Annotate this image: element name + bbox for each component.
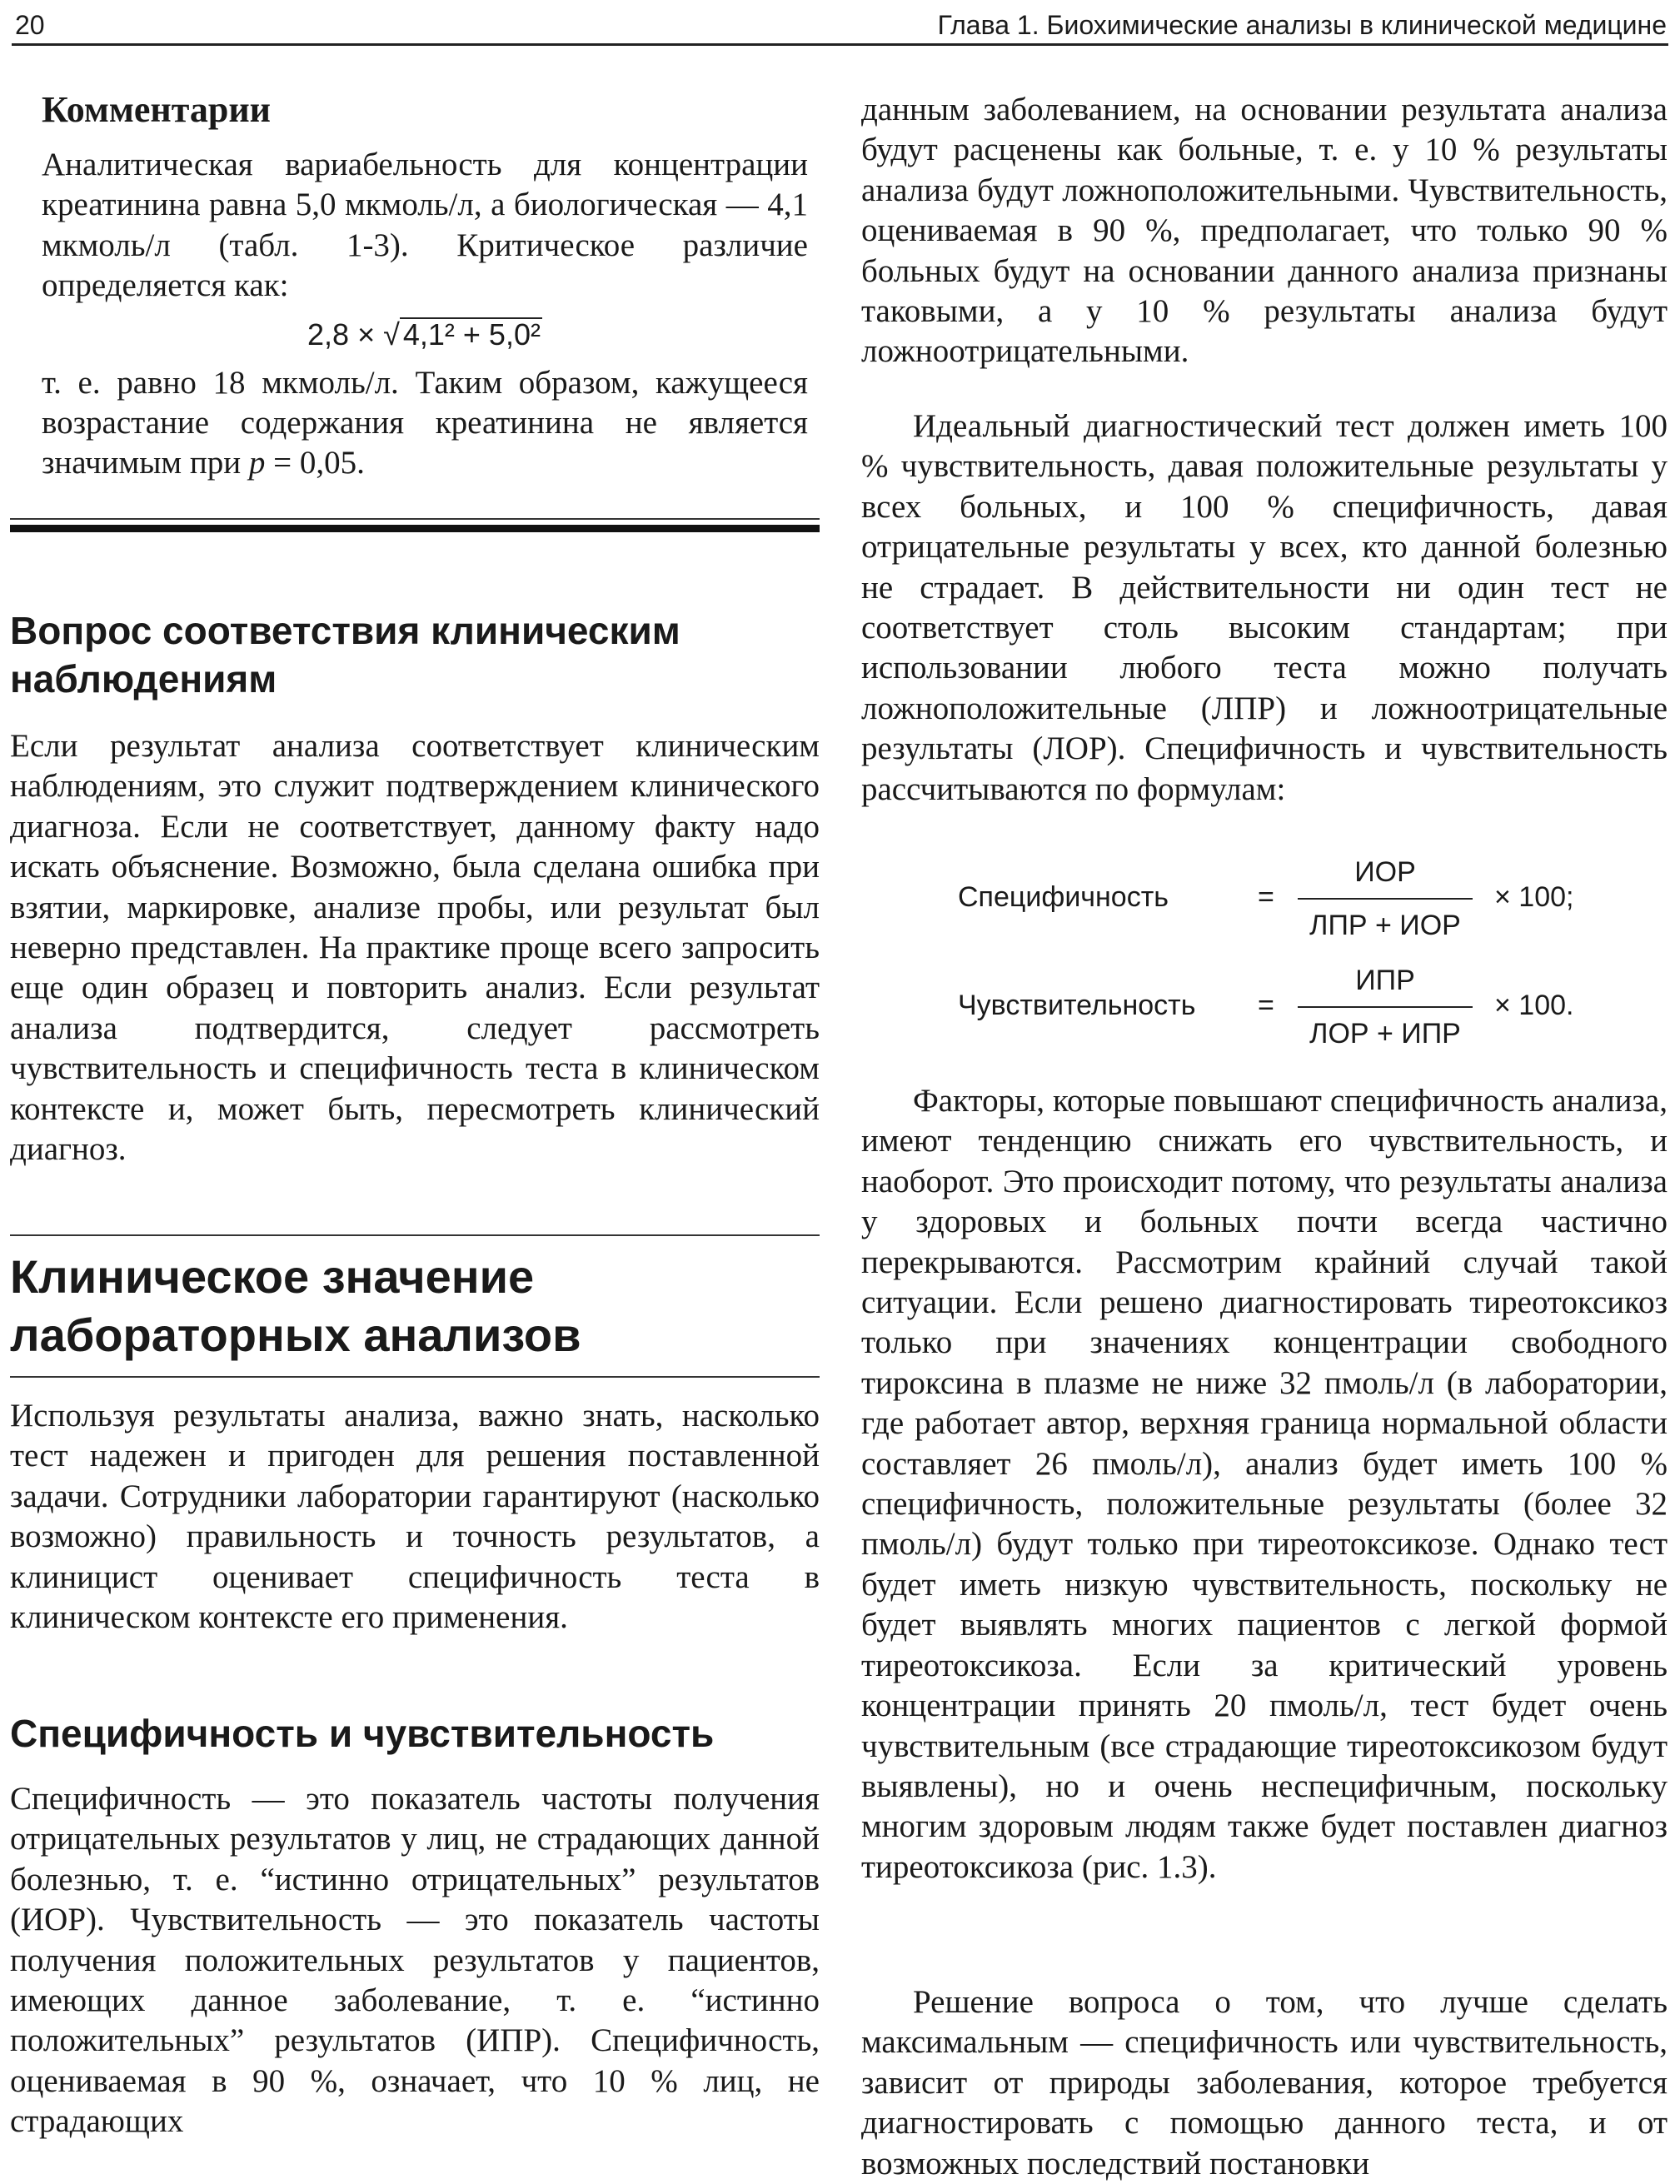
right-paragraph-1: данным заболеванием, на основании результата анализа будут расценены как больные, т. е. у 10 % результаты анализа будут ложноположительными. Чувствительность, оцениваемая в 90 %, предполагает, что только 90 % больных будут на основании данного анализа признаны таковыми, а у 10 % результаты анализа будут ложноотрицательными.: [861, 92, 1668, 370]
section-rule-bottom: [10, 1376, 820, 1378]
box-rule-thick: [10, 525, 820, 532]
fraction-bar: [1298, 1006, 1473, 1008]
section-heading-clinical-significance: Клиническое значение лабораторных анализов: [10, 1250, 581, 1361]
sqrt-sign: √: [383, 317, 400, 352]
comments-box: [42, 87, 808, 484]
right-paragraph-4: Решение вопроса о том, что лучше сделать максимальным — специфичность или чувствительность, зависит от природы заболевания, которое требуется диагностировать с помощью данного теста, и от возможных последствий постановки: [861, 1984, 1668, 2182]
chapter-title: Глава 1. Биохимические анализы в клинической медицине: [937, 10, 1667, 40]
section-text-clinical-significance: Используя результаты анализа, важно знать, насколько тест надежен и пригоден для решения поставленной задачи. Сотрудники лаборатории гарантируют (насколько возможно) правильность и точность результатов, а клиницист оценивает специфичность теста в клиническом контексте его применения.: [10, 1398, 820, 1636]
comments-text-2a: т. е. равно 18 мкмоль/л. Таким образом, кажущееся возрастание содержания креатинина не является значимым при: [42, 364, 808, 481]
specificity-fraction: [1298, 851, 1473, 946]
section-heading-specificity-sensitivity: Специфичность и чувствительность: [10, 1712, 715, 1755]
p-symbol: p: [248, 445, 266, 481]
page-number: 20: [15, 10, 45, 40]
right-paragraph-3: Факторы, которые повышают специфичность анализа, имеют тенденцию снижать его чувствительность, и наоборот. Это происходит потому, что результаты анализа у здоровых и больных почти всегда частично перекрываются. Рассмотрим крайний случай такой ситуации. Если решено диагностировать тиреотоксикоз только при значениях концентрации свободного тироксина в плазме не ниже 32 пмоль/л (в лаборатории, где работает автор, верхняя граница нормальной области составляет 26 пмоль/л), анализ будет иметь 100 % специфичность, положительные результаты (более 32 пмоль/л) будут только при тиреотоксикозе. Однако тест будет иметь низкую чувствительность, поскольку не будет выявлять многих пациентов с легкой формой тиреотоксикоза. Если за критический уровень концентрации принять 20 пмоль/л, тест будет очень чувствительным (все страдающие тиреотоксикозом будут выявлены), но и очень неспецифичным, поскольку многим здоровым людям также будет поставлен диагноз тиреотоксикоза (рис. 1.3).: [861, 1083, 1668, 1885]
left-column: [10, 0, 820, 2144]
fraction-bar: [1298, 898, 1473, 900]
fraction-numerator: ИОР: [1354, 856, 1416, 888]
section-text-specificity-sensitivity: Специфичность — это показатель частоты получения отрицательных результатов у лиц, не страдающих данной болезнью, т. е. “истинно отрицательных” результатов (ИОР). Чувствительность — это показатель частоты получения положительных результатов у пациентов, имеющих данное заболевание, т. е. “истинно положительных” результатов (ИПР). Специфичность, оцениваемая в 90 %, означает, что 10 % лиц, не страдающих: [10, 1781, 820, 2140]
critical-difference-formula: [42, 308, 808, 362]
section-text-clinical-observations: Если результат анализа соответствует клиническим наблюдениям, это служит подтверждением клинического диагноза. Если не соответствует, данному факту надо искать объяснение. Возможно, была сделана ошибка при взятии, маркировке, анализе пробы, или результат был неверно представлен. На практике проще всего запросить еще один образец и повторить анализ. Если результат анализа подтвердится, следует рассмотреть чувствительность и специфичность теста в клиническом контексте и, может быть, пересмотреть клинический диагноз.: [10, 728, 820, 1168]
equals-sign: =: [1258, 990, 1274, 1021]
box-rule-thin: [10, 518, 820, 520]
sensitivity-label: Чувствительность: [958, 990, 1196, 1021]
right-column: [861, 0, 1668, 2182]
specificity-formula: [861, 851, 1668, 950]
formula-prefix: 2,8 ×: [307, 317, 384, 352]
sensitivity-fraction: [1298, 960, 1473, 1055]
formula-radicand: 4,1² + 5,0²: [400, 317, 542, 351]
comments-text-2b: = 0,05.: [265, 445, 365, 481]
specificity-label: Специфичность: [958, 881, 1169, 913]
comments-text-1: Аналитическая вариабельность для концентрации креатинина равна 5,0 мкмоль/л, а биологическая — 4,1 мкмоль/л (табл. 1-3). Критическое различие определяется как:: [42, 147, 808, 304]
right-paragraph-2: Идеальный диагностический тест должен иметь 100 % чувствительность, давая положительные результаты у всех больных, и 100 % специфичность, давая отрицательные результаты у всех, кто данной болезнью не страдает. В действительности ни один тест не соответствует столь высоким стандартам; при использовании любого теста можно получать ложноположительные (ЛПР) и ложноотрицательные результаты (ЛОР). Специфичность и чувствительность рассчитываются по формулам:: [861, 408, 1668, 807]
section-heading-clinical-observations: Вопрос соответствия клиническим наблюдениям: [10, 609, 680, 701]
equals-sign: =: [1258, 881, 1274, 913]
multiplier: × 100;: [1494, 881, 1574, 913]
comments-title: Комментарии: [42, 89, 272, 130]
fraction-denominator: ЛПР + ИОР: [1309, 910, 1461, 941]
comments-text-2: [42, 363, 808, 484]
section-rule-top: [10, 1234, 820, 1236]
multiplier: × 100.: [1494, 990, 1574, 1021]
fraction-numerator: ИПР: [1355, 965, 1415, 996]
sensitivity-formula: [861, 960, 1668, 1058]
fraction-denominator: ЛОР + ИПР: [1309, 1018, 1461, 1050]
